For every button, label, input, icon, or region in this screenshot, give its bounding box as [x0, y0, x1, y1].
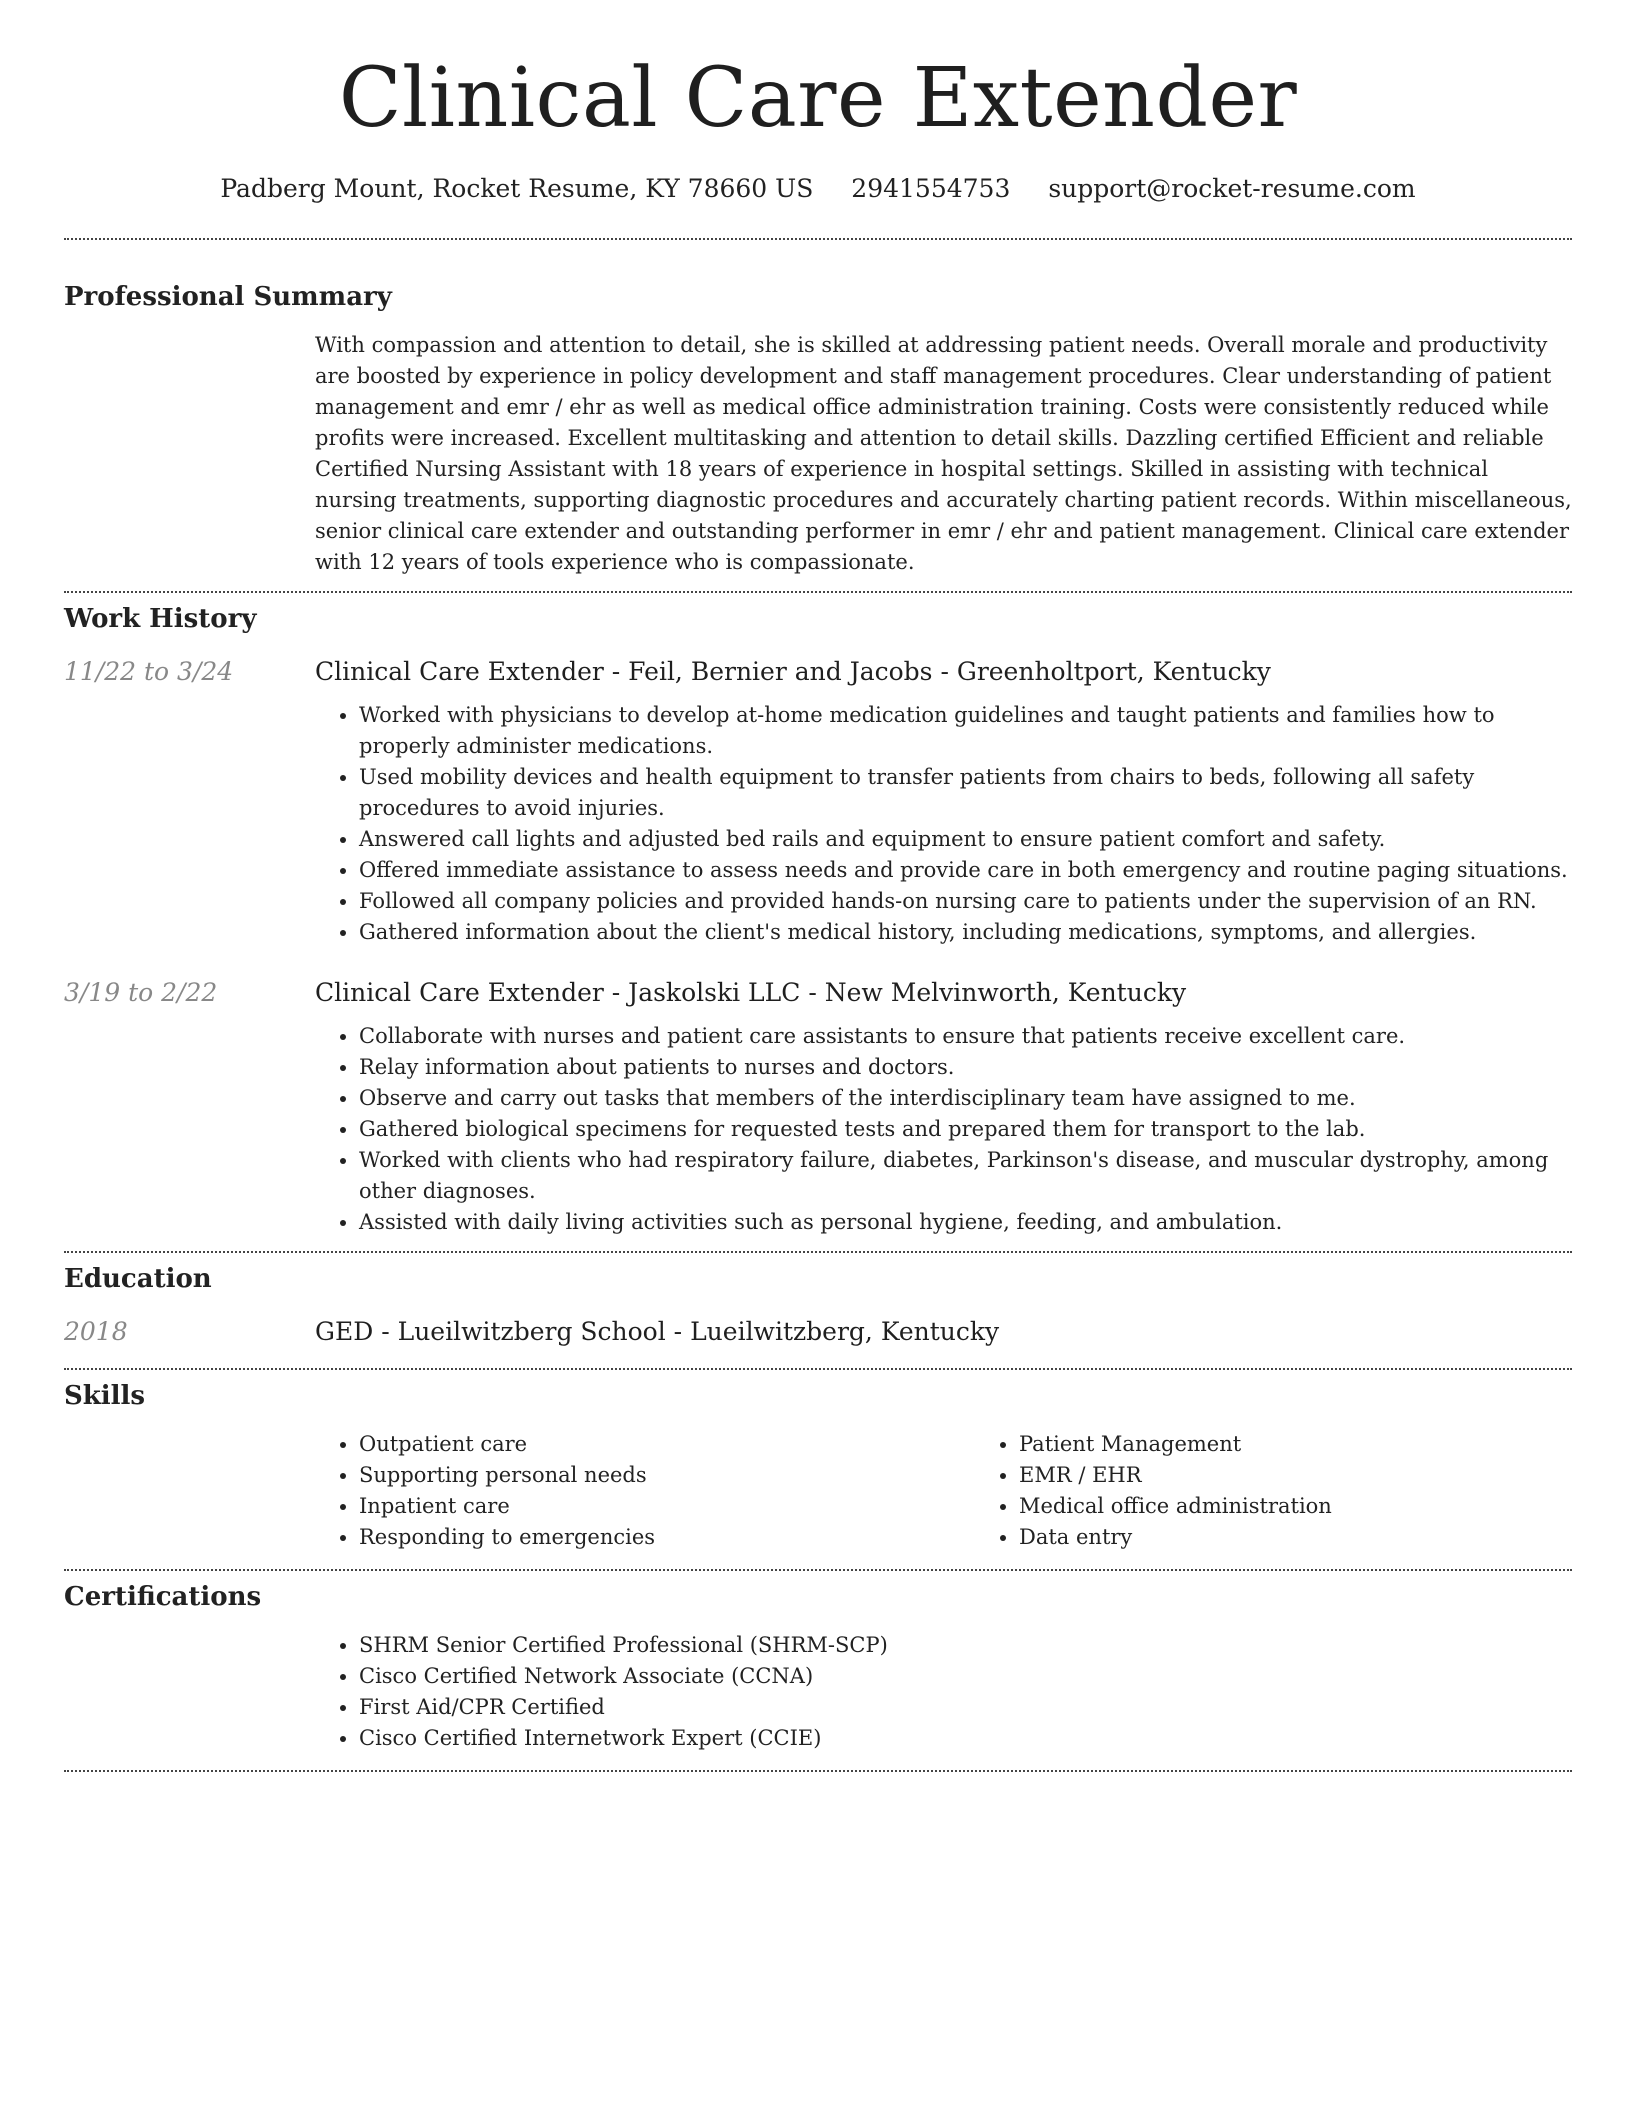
- job-bullets: [315, 1021, 1572, 1238]
- contact-address: Padberg Mount, Rocket Resume, KY 78660 US: [220, 174, 814, 203]
- job-dates: 3/19 to 2/22: [64, 978, 218, 1007]
- section-title-work-history: Work History: [64, 604, 257, 634]
- list-item: • Patient Management: [1019, 1429, 1632, 1460]
- list-item: • Used mobility devices and health equipment to transfer patients from chairs to beds, following all safety procedures to avoid injuries.: [359, 762, 1572, 824]
- list-item: • Data entry: [1019, 1522, 1632, 1553]
- section-title-education: Education: [64, 1264, 212, 1294]
- skills-list-left: [315, 1429, 975, 1553]
- skills-section: [64, 1381, 1572, 1553]
- divider: [64, 1368, 1572, 1370]
- work-history-section: [64, 604, 1572, 1238]
- summary-text: With compassion and attention to detail, she is skilled at addressing patient needs. Overall morale and productivity are boosted by experience in policy development and staff management procedures. Clear understanding of patient management and emr / ehr as well as medical office administration training. Costs were consistently reduced while profits were increased. Excellent multitasking and attention to detail skills. Dazzling certified Efficient and reliable Certified Nursing Assistant with 18 years of experience in hospital settings. Skilled in assisting with technical nursing treatments, supporting diagnostic procedures and accurately charting patient records. Within miscellaneous, senior clinical care extender and outstanding performer in emr / ehr and patient management. Clinical care extender with 12 years of tools experience who is compassionate.: [315, 333, 1572, 574]
- list-item: • Worked with physicians to develop at-home medication guidelines and taught patients and families how to properly administer medications.: [359, 700, 1572, 762]
- contact-line: [64, 174, 1572, 203]
- divider: [64, 238, 1572, 240]
- list-item: • Supporting personal needs: [359, 1460, 975, 1491]
- list-item: • EMR / EHR: [1019, 1460, 1632, 1491]
- list-item: • Observe and carry out tasks that members of the interdisciplinary team have assigned to me.: [359, 1083, 1572, 1114]
- job-entry: [64, 657, 1572, 948]
- list-item: • Collaborate with nurses and patient care assistants to ensure that patients receive excellent care.: [359, 1021, 1572, 1052]
- resume-page: [64, 0, 1572, 1772]
- list-item: • Worked with clients who had respiratory failure, diabetes, Parkinson's disease, and muscular dystrophy, among other diagnoses.: [359, 1145, 1572, 1207]
- candidate-name: Clinical Care Extender: [338, 51, 1298, 146]
- list-item: • Answered call lights and adjusted bed rails and equipment to ensure patient comfort and safety.: [359, 824, 1572, 855]
- list-item: • Cisco Certified Internetwork Expert (CCIE): [359, 1723, 1572, 1754]
- list-item: • Gathered biological specimens for requested tests and prepared them for transport to the lab.: [359, 1114, 1572, 1145]
- list-item: • Followed all company policies and provided hands-on nursing care to patients under the supervision of an RN.: [359, 886, 1572, 917]
- list-item: • Cisco Certified Network Associate (CCNA): [359, 1661, 1572, 1692]
- list-item: • Inpatient care: [359, 1491, 975, 1522]
- list-item: • Assisted with daily living activities such as personal hygiene, feeding, and ambulation.: [359, 1207, 1572, 1238]
- contact-email: support@rocket-resume.com: [1048, 174, 1416, 203]
- list-item: • Relay information about patients to nurses and doctors.: [359, 1052, 1572, 1083]
- skills-list-right: [975, 1429, 1632, 1553]
- job-dates: 11/22 to 3/24: [64, 657, 234, 686]
- certifications-section: [64, 1582, 1572, 1754]
- certifications-list: [315, 1630, 1572, 1754]
- divider: [64, 1251, 1572, 1253]
- summary-section: [64, 282, 1572, 578]
- list-item: • SHRM Senior Certified Professional (SHRM-SCP): [359, 1630, 1572, 1661]
- divider: [64, 591, 1572, 593]
- list-item: • First Aid/CPR Certified: [359, 1692, 1572, 1723]
- list-item: • Offered immediate assistance to assess needs and provide care in both emergency and routine paging situations.: [359, 855, 1572, 886]
- section-title-skills: Skills: [64, 1381, 146, 1411]
- section-title-certifications: Certifications: [64, 1582, 262, 1612]
- list-item: • Medical office administration: [1019, 1491, 1632, 1522]
- skills-columns: [315, 1429, 1632, 1553]
- contact-phone: 2941554753: [851, 174, 1011, 203]
- education-degree: GED - Lueilwitzberg School - Lueilwitzberg, Kentucky: [315, 1317, 1000, 1346]
- divider: [64, 1569, 1572, 1571]
- list-item: • Responding to emergencies: [359, 1522, 975, 1553]
- job-heading: Clinical Care Extender - Feil, Bernier and Jacobs - Greenholtport, Kentucky: [315, 657, 1271, 686]
- education-year: 2018: [64, 1317, 128, 1346]
- section-title-summary: Professional Summary: [64, 282, 392, 312]
- job-heading: Clinical Care Extender - Jaskolski LLC - New Melvinworth, Kentucky: [315, 978, 1187, 1007]
- job-entry: [64, 978, 1572, 1238]
- list-item: • Gathered information about the client's medical history, including medications, symptoms, and allergies.: [359, 917, 1572, 948]
- job-bullets: [315, 700, 1572, 948]
- divider: [64, 1770, 1572, 1772]
- list-item: • Outpatient care: [359, 1429, 975, 1460]
- education-section: [64, 1264, 1572, 1346]
